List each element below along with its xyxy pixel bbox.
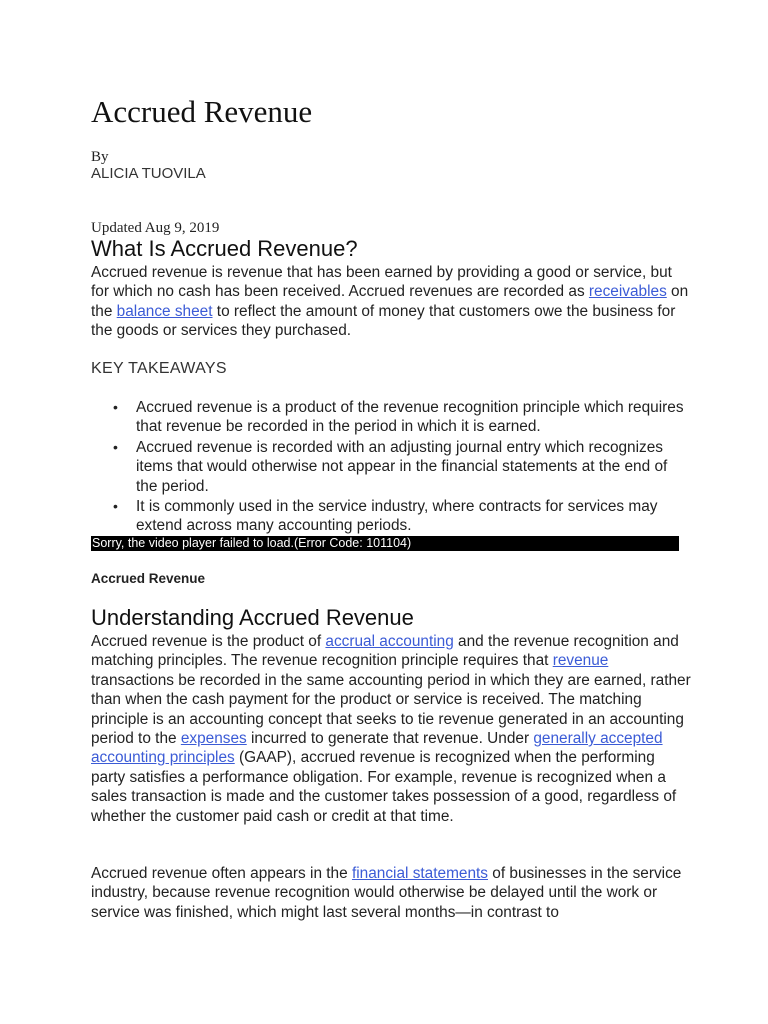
section-heading-understanding: Understanding Accrued Revenue <box>91 605 414 630</box>
intro-text-2: on the <box>91 283 689 320</box>
accrual-accounting-link[interactable]: accrual accounting <box>325 633 454 650</box>
article-title: Accrued Revenue <box>91 94 313 129</box>
byline-label: By <box>91 149 109 165</box>
revenue-link[interactable]: revenue <box>552 652 609 670</box>
body-text: incurred to generate that revenue. Under <box>246 730 534 748</box>
receivables-link[interactable]: receivables <box>588 283 667 301</box>
body-text: and the revenue recognition and matching principles. The revenue recognition principle requires that <box>91 633 679 670</box>
financial-statements-link[interactable]: financial statements <box>351 865 488 882</box>
video-caption: Accrued Revenue <box>91 571 206 586</box>
body-text: transactions be recorded in the same accounting period in which they are earned, rather than when the cash payment for the product or service is received. The matching principle is an accounting concept that seeks to tie revenue generated in an accounting period to the <box>91 671 691 748</box>
key-takeaways-list <box>91 398 691 537</box>
updated-date: Updated Aug 9, 2019 <box>91 220 220 236</box>
intro-text-1: Accrued revenue is revenue that has been earned by providing a good or service, but for which no cash has been received. Accrued revenues are recorded as <box>91 264 672 301</box>
bullet-icon: • <box>113 498 118 515</box>
key-takeaways-heading: KEY TAKEAWAYS <box>91 360 227 377</box>
section-heading-what-is: What Is Accrued Revenue? <box>91 236 358 261</box>
list-item <box>91 398 691 437</box>
body-text: (GAAP), accrued revenue is recognized when the performing party satisfies a performance obligation. For example, revenue is recognized when a sales transaction is made and the customer takes possession of a good, regardless of whether the customer paid cash or credit at that time. <box>91 749 677 825</box>
body-text: Accrued revenue is the product of <box>91 633 326 650</box>
takeaway-text: Accrued revenue is recorded with an adjusting journal entry which recognizes items that would otherwise not appear in the financial statements at the end of the period. <box>136 438 668 495</box>
bullet-icon: • <box>113 438 118 455</box>
gaap-link[interactable]: generally accepted accounting principles <box>91 730 663 767</box>
balance-sheet-link[interactable]: balance sheet <box>116 302 213 320</box>
bullet-icon: • <box>113 399 118 415</box>
list-item <box>91 497 691 536</box>
list-item <box>91 438 691 496</box>
understanding-paragraph-2 <box>91 864 691 922</box>
takeaway-text: It is commonly used in the service industry, where contracts for services may extend across many accounting periods. <box>136 498 658 535</box>
body-text: of businesses in the service industry, because revenue recognition would otherwise be delayed until the work or service was finished, which might last several months—in contrast to <box>91 865 682 921</box>
intro-text-3: to reflect the amount of money that customers owe the business for the goods or services they purchased. <box>91 302 676 340</box>
takeaway-text: Accrued revenue is a product of the revenue recognition principle which requires that revenue be recorded in the period in which it is earned. <box>136 399 684 436</box>
video-player-error-bar[interactable] <box>91 536 679 551</box>
expenses-link[interactable]: expenses <box>180 730 247 748</box>
author-name: ALICIA TUOVILA <box>91 165 206 182</box>
video-error-text: Sorry, the video player failed to load.(Error Code: 101104) <box>92 536 412 550</box>
intro-paragraph <box>91 263 691 341</box>
understanding-paragraph-1 <box>91 632 691 826</box>
body-text: Accrued revenue often appears in the <box>91 865 352 882</box>
